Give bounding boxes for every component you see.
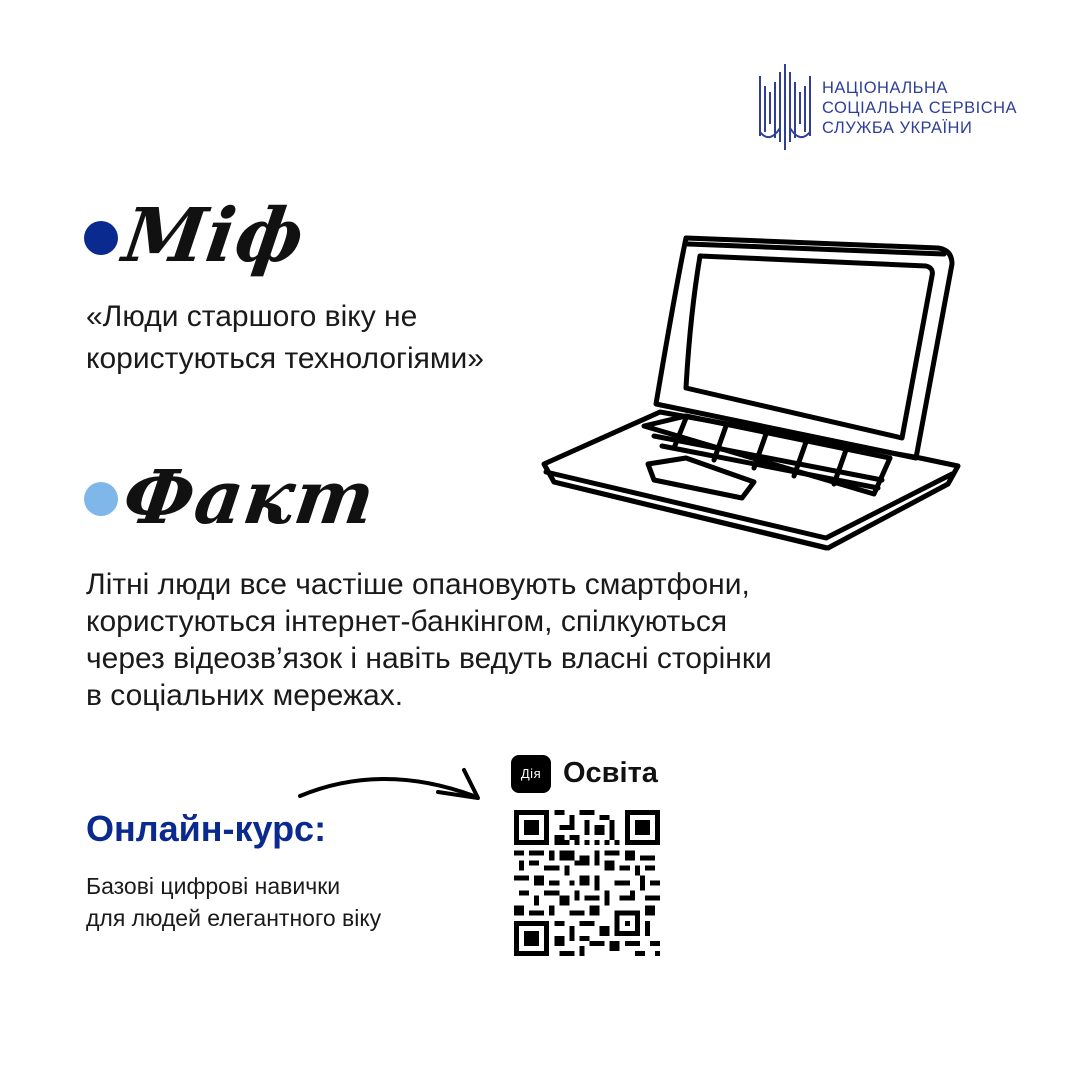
qr-code-icon[interactable] [514,810,660,956]
nssu-emblem-icon [756,62,814,152]
curved-arrow-icon [292,762,492,812]
fact-line-1: Літні люди все частіше опановують смартфони, [86,568,750,601]
fact-line-4: в соціальних мережах. [86,679,404,712]
laptop-icon [536,226,966,556]
myth-line-1: «Люди старшого віку не [86,300,418,333]
logo-line-3: СЛУЖБА УКРАЇНИ [822,119,973,137]
logo-line-1: НАЦІОНАЛЬНА [822,79,948,97]
course-line-2: для людей елегантного віку [86,905,382,931]
course-line-1: Базові цифрові навички [86,873,341,899]
myth-bullet-dot [84,221,118,255]
diia-app-name: Освіта [563,757,658,789]
course-title: Онлайн-курс: [86,808,327,849]
nssu-logo [756,62,1046,152]
fact-heading: Факт [117,455,381,541]
myth-heading: Міф [117,193,310,279]
fact-bullet-dot [84,482,118,516]
fact-line-3: через відеозв’язок і навіть ведуть власні сторінки [86,642,772,675]
nssu-name [822,78,1017,138]
diia-logo-badge: Дія [511,755,551,793]
myth-line-2: користуються технологіями» [86,342,484,375]
logo-line-2: СОЦІАЛЬНА СЕРВІСНА [822,99,1018,117]
fact-paragraph [86,566,906,714]
course-description [86,870,381,934]
fact-line-2: користуються інтернет-банкінгом, спілкуються [86,605,728,638]
